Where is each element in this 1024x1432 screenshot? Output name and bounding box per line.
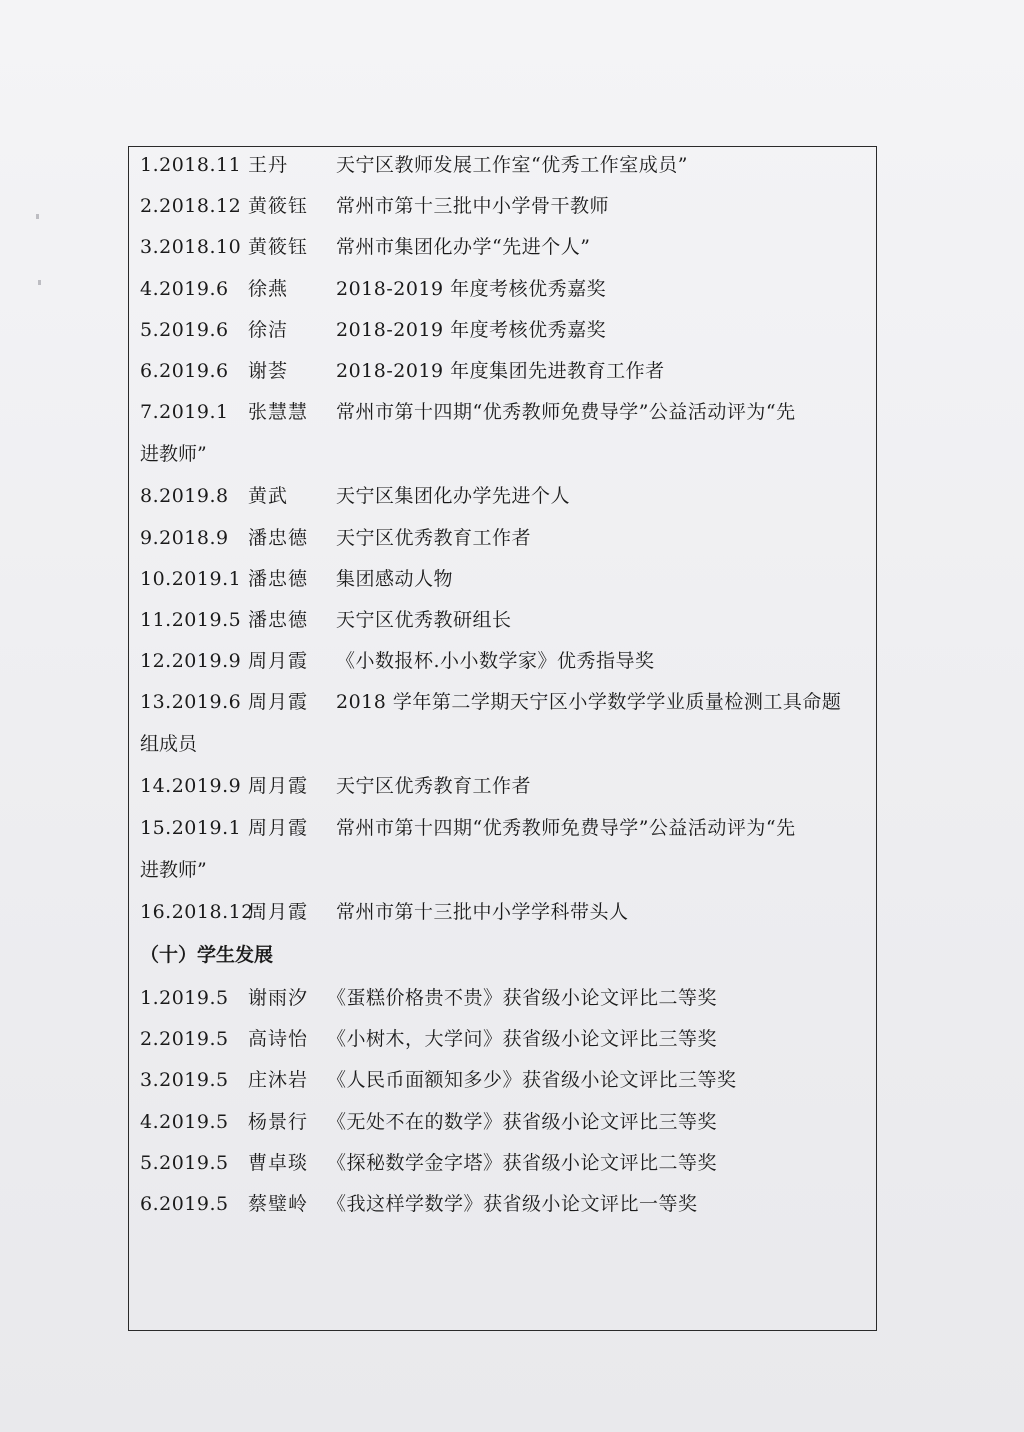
scan-mark (38, 280, 41, 285)
list-item: 3.2019.5 庄沐岩 《人民币面额知多少》获省级小论文评比三等奖 (140, 1069, 737, 1092)
scan-mark (36, 214, 39, 219)
list-item: 2.2018.12 黄筱钰 常州市第十三批中小学骨干教师 (140, 195, 610, 218)
list-item: 11.2019.5 潘忠德 天宁区优秀教研组长 (140, 608, 512, 631)
list-item: 3.2018.10 黄筱钰 常州市集团化办学“先进个人” (140, 236, 591, 259)
list-item: 10.2019.1 潘忠德 集团感动人物 (140, 567, 454, 590)
list-item: 9.2018.9 潘忠德 天宁区优秀教育工作者 (140, 526, 532, 549)
list-item: 14.2019.9 周月霞 天宁区优秀教育工作者 (140, 775, 532, 798)
list-item: 15.2019.1 周月霞 常州市第十四期“优秀教师免费导学”公益活动评为“先 (140, 816, 796, 839)
list-item: 8.2019.8 黄武 天宁区集团化办学先进个人 (140, 485, 571, 508)
list-item: 16.2018.12 周月霞 常州市第十三批中小学学科带头人 (140, 900, 629, 923)
list-item-continuation: 组成员 (140, 733, 198, 756)
list-item: 5.2019.5 曹卓琰 《探秘数学金字塔》获省级小论文评比二等奖 (140, 1151, 718, 1174)
list-item: 6.2019.5 蔡璧岭 《我这样学数学》获省级小论文评比一等奖 (140, 1192, 698, 1215)
document-body (140, 145, 870, 1225)
list-item-continuation: 进教师” (140, 858, 207, 881)
list-item: 12.2019.9 周月霞 《小数报杯.小小数学家》优秀指导奖 (140, 650, 655, 673)
list-item: 7.2019.1 张慧慧 常州市第十四期“优秀教师免费导学”公益活动评为“先 (140, 401, 796, 424)
list-item-continuation: 进教师” (140, 443, 207, 466)
list-item: 2.2019.5 高诗怡 《小树木，大学问》获省级小论文评比三等奖 (140, 1028, 718, 1051)
list-item: 5.2019.6 徐洁 2018-2019 年度考核优秀嘉奖 (140, 318, 607, 341)
section-heading: （十）学生发展 (140, 944, 274, 966)
list-item: 4.2019.5 杨景行 《无处不在的数学》获省级小论文评比三等奖 (140, 1110, 718, 1133)
list-item: 4.2019.6 徐燕 2018-2019 年度考核优秀嘉奖 (140, 277, 607, 300)
list-item: 1.2018.11 王丹 天宁区教师发展工作室“优秀工作室成员” (140, 154, 688, 176)
list-item: 6.2019.6 谢荟 2018-2019 年度集团先进教育工作者 (140, 359, 665, 382)
list-item: 13.2019.6 周月霞 2018 学年第二学期天宁区小学数学学业质量检测工具命题 (140, 691, 842, 714)
list-item: 1.2019.5 谢雨汐 《蛋糕价格贵不贵》获省级小论文评比二等奖 (140, 987, 718, 1009)
